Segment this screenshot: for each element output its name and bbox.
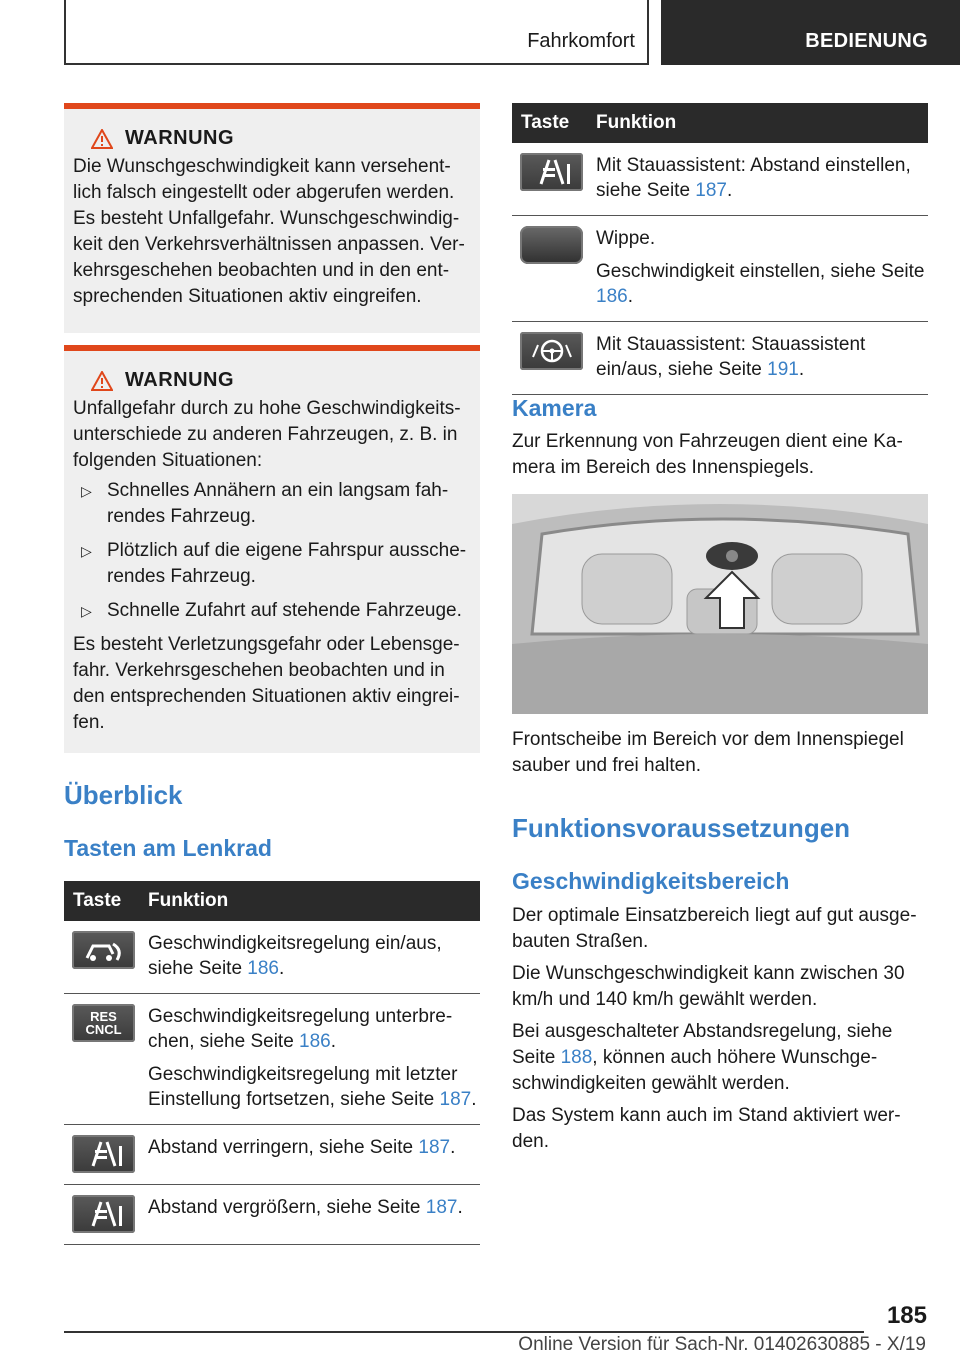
warning-triangle-icon bbox=[91, 129, 113, 149]
page-reference-link[interactable]: 186 bbox=[299, 1031, 331, 1052]
page-reference-link[interactable]: 187 bbox=[439, 1089, 472, 1110]
triangle-bullet-icon: ▷ bbox=[81, 543, 92, 559]
table-header: Taste Funktion bbox=[512, 103, 928, 143]
windshield-camera-photo bbox=[512, 494, 928, 714]
header-left-frame bbox=[64, 0, 649, 65]
table-row: Abstand verringern, siehe Seite 187. bbox=[64, 1125, 480, 1185]
section-title: Fahrkomfort bbox=[527, 30, 635, 52]
speed-range-heading: Geschwindigkeitsbereich bbox=[512, 868, 790, 894]
rocker-switch-icon bbox=[520, 226, 583, 264]
distance-increase-icon bbox=[72, 1195, 135, 1233]
list-item: ▷ Plötzlich auf die eigene Fahrspur ausscherendes Fahrzeug. bbox=[81, 540, 467, 587]
warning-text: Die Wunschgeschwindigkeit kann versehentlich falsch eingestellt oder abgerufen werden. Es besteht Unfallgefahr. Wunschgeschwindigkeit den Verkehrsverhältnissen anpassen. Verkehrsgeschehen beobachten und in den entsprechenden Situationen aktiv eingreifen. bbox=[73, 156, 465, 307]
overview-heading: Überblick bbox=[64, 780, 183, 810]
camera-caption: Frontscheibe im Bereich vor dem Innenspiegel sauber und frei halten. bbox=[512, 729, 904, 776]
warning-box-2 bbox=[64, 345, 480, 753]
camera-heading: Kamera bbox=[512, 395, 597, 421]
list-item: ▷ Schnelles Annähern an ein langsam fahrendes Fahrzeug. bbox=[81, 480, 449, 527]
table-row: Mit Stauassistent: Abstand einstellen, siehe Seite 187. bbox=[512, 143, 928, 216]
res-cncl-button: RES CNCL bbox=[72, 1004, 135, 1042]
page-reference-link[interactable]: 187 bbox=[418, 1137, 451, 1158]
page-reference-link[interactable]: 191 bbox=[767, 359, 799, 380]
warning-triangle-icon bbox=[91, 371, 113, 391]
page-reference-link[interactable]: 186 bbox=[247, 958, 279, 979]
warning-intro: Unfallgefahr durch zu hohe Geschwindigkeitsunterschiede zu anderen Fahrzeugen, z. B. in folgenden Situationen: bbox=[73, 398, 461, 471]
table-row: Wippe. Geschwindigkeit einstellen, siehe Seite 186. bbox=[512, 216, 928, 322]
page-number: 185 bbox=[886, 1302, 927, 1329]
list-item: ▷ Schnelle Zufahrt auf stehende Fahrzeuge. bbox=[73, 598, 470, 624]
warning-outro: Es besteht Verletzungsgefahr oder Lebensgefahr. Verkehrsgeschehen beobachten und in den entsprechenden Situationen aktiv eingreifen. bbox=[73, 634, 460, 733]
traffic-jam-distance-icon bbox=[520, 153, 583, 191]
table-row: RES CNCL Geschwindigkeitsregelung unterbrechen, siehe Seite 186. Geschwindigkeitsregelung mit letzter Einstellung fortsetzen, siehe Seite 187. bbox=[64, 994, 480, 1125]
table-row: Geschwindigkeitsregelung ein/aus, siehe Seite 186. bbox=[64, 921, 480, 994]
footer-divider bbox=[64, 1331, 864, 1333]
warning-title: WARNUNG bbox=[125, 369, 235, 391]
table-header: Taste Funktion bbox=[64, 881, 480, 921]
warning-list bbox=[73, 478, 470, 624]
page-reference-link[interactable]: 187 bbox=[425, 1197, 458, 1218]
chapter-tab bbox=[661, 0, 960, 65]
chapter-title: BEDIENUNG bbox=[805, 30, 928, 52]
table-row: Abstand vergrößern, siehe Seite 187. bbox=[64, 1185, 480, 1245]
page-reference-link[interactable]: 188 bbox=[560, 1047, 593, 1068]
page-reference-link[interactable]: 186 bbox=[596, 286, 628, 307]
warning-title: WARNUNG bbox=[125, 127, 235, 149]
footer-text: Online Version für Sach-Nr. 01402630885 - X/19 bbox=[518, 1334, 926, 1355]
buttons-heading: Tasten am Lenkrad bbox=[64, 835, 272, 861]
distance-decrease-icon bbox=[72, 1135, 135, 1173]
requirements-heading: Funktionsvoraussetzungen bbox=[512, 813, 851, 843]
steering-buttons-table bbox=[64, 881, 480, 1245]
triangle-bullet-icon: ▷ bbox=[81, 603, 92, 619]
table-row: Mit Stauassistent: Stauassistent ein/aus, siehe Seite 191. bbox=[512, 322, 928, 395]
steering-buttons-table-continued bbox=[512, 103, 928, 395]
camera-text: Zur Erkennung von Fahrzeugen dient eine Kamera im Bereich des Innenspiegels. bbox=[512, 431, 903, 478]
warning-box-1 bbox=[64, 103, 480, 333]
traffic-jam-assistant-icon bbox=[520, 332, 583, 370]
speed-range-text: Der optimale Einsatzbereich liegt auf gut ausgebauten Straßen. Die Wunschgeschwindigkeit kann zwischen 30 km/h und 140 km/h gewählt werden. Bei ausgeschalteter Abstandsregelung, siehe Seite 188, können auch höhere Wunschgeschwindigkeiten gewählt werden. Das System kann auch im Stand aktiviert werden. bbox=[512, 905, 917, 1152]
page-reference-link[interactable]: 187 bbox=[695, 180, 727, 201]
speed-control-icon bbox=[72, 931, 135, 969]
triangle-bullet-icon: ▷ bbox=[81, 483, 92, 499]
